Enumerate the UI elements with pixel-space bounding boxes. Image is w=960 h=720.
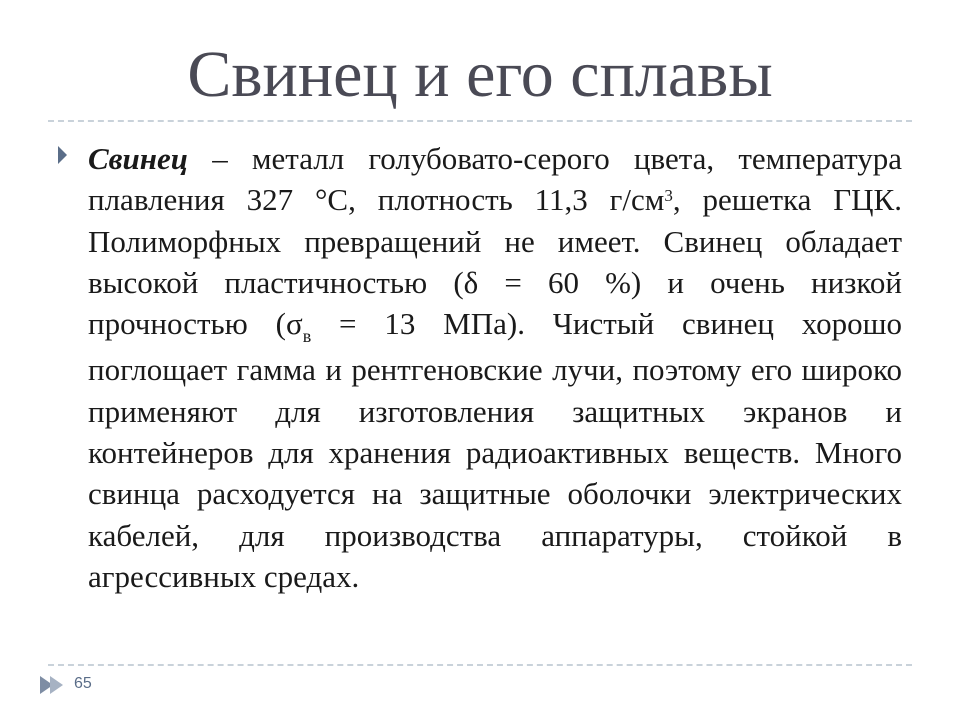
subscript-v: в — [302, 326, 312, 347]
footer-arrow-secondary-icon — [50, 676, 63, 694]
slide-title: Свинец и его сплавы — [187, 38, 773, 111]
bullet-arrow-icon — [58, 146, 67, 164]
text-part-1: – металл голубовато-серого цвета, температура плавления 327 °С, плотность 11,3 г/см — [88, 141, 902, 218]
text-part-3: = 13 МПа). Чистый свинец хорошо поглощает гамма и рентгеновские лучи, поэтому его широко применяют для изготовления защитных экранов и контейнеров для хранения радиоактивных веществ. Много свинца расходуется на защитные оболочки электрических кабелей, для производства аппаратуры, стойкой в агрессивных средах. — [88, 306, 902, 594]
bottom-divider — [48, 664, 912, 666]
page-number: 65 — [74, 675, 92, 692]
term-highlight: Свинец — [88, 141, 188, 176]
text-part-2: , решетка ГЦК. Полиморфных превращений не имеет. Свинец обладает высокой пластичностью (δ = 60 %) и очень низкой прочностью (σ — [88, 182, 902, 342]
superscript-3: 3 — [664, 186, 673, 206]
body-paragraph — [88, 138, 902, 597]
top-divider — [48, 120, 912, 122]
